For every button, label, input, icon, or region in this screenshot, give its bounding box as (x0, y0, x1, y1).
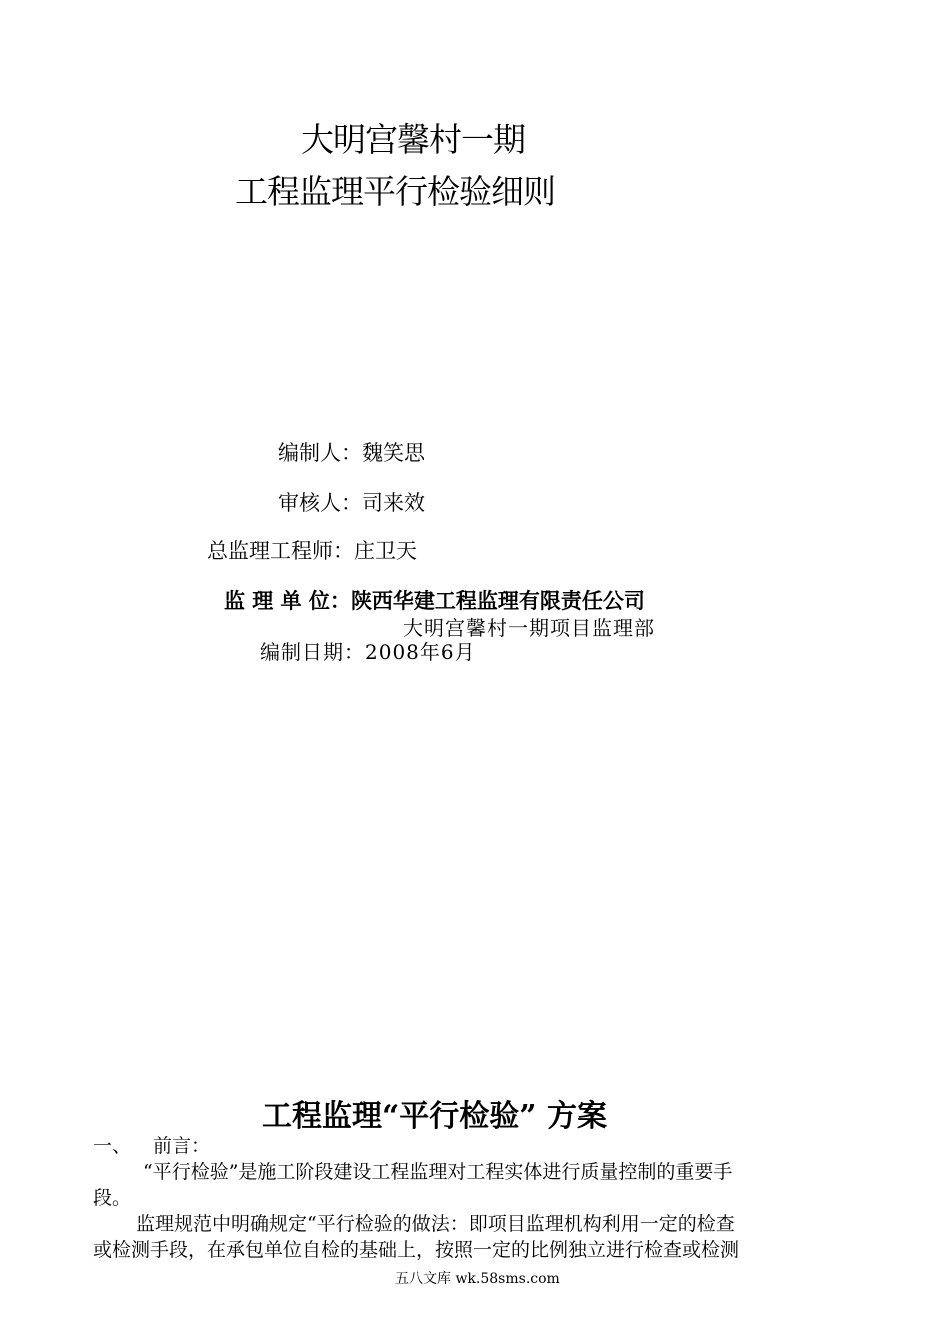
supervision-unit-name: 陕西华建工程监理有限责任公司 (350, 589, 645, 613)
chief-engineer-name: 庄卫天 (354, 539, 417, 563)
supervision-unit-row (224, 585, 645, 615)
date-row (260, 636, 476, 665)
section-heading (93, 1133, 210, 1159)
paragraph-2-line-2: 或检测手段，在承包单位自检的基础上，按照一定的比例独立进行检查或检测 (93, 1239, 740, 1261)
heading-text: 前言： (153, 1135, 211, 1157)
paragraph-1-line-2: 段。 (93, 1187, 132, 1209)
reviewer-label: 审核人： (278, 491, 362, 515)
cover-title-line2: 工程监理平行检验细则 (235, 172, 555, 211)
reviewer-name: 司来效 (362, 491, 425, 515)
section-title: 工程监理“平行检验” 方案 (262, 1099, 607, 1134)
chief-engineer-label: 总监理工程师： (207, 539, 354, 563)
supervision-department: 大明宫馨村一期项目监理部 (403, 616, 655, 640)
supervision-unit-label: 监 理 单 位： (224, 589, 351, 613)
date-label: 编制日期： (260, 640, 365, 664)
cover-title-line1: 大明宫馨村一期 (301, 120, 525, 159)
reviewer-row (278, 487, 425, 517)
paragraph-2-line-1: 监理规范中明确规定“平行检验的做法：即项目监理机构利用一定的检查 (136, 1213, 735, 1235)
compiler-label: 编制人： (278, 441, 362, 465)
compiler-name: 魏笑思 (362, 441, 425, 465)
compiler-row (278, 437, 425, 467)
paragraph-1-line-1: “平行检验”是施工阶段建设工程监理对工程实体进行质量控制的重要手 (143, 1161, 733, 1183)
heading-number: 一、 (93, 1135, 132, 1157)
date-value: 2008年6月 (365, 640, 476, 664)
footer-watermark: 五八文库 wk.58sms.com (395, 1271, 560, 1287)
chief-engineer-row (207, 535, 417, 565)
